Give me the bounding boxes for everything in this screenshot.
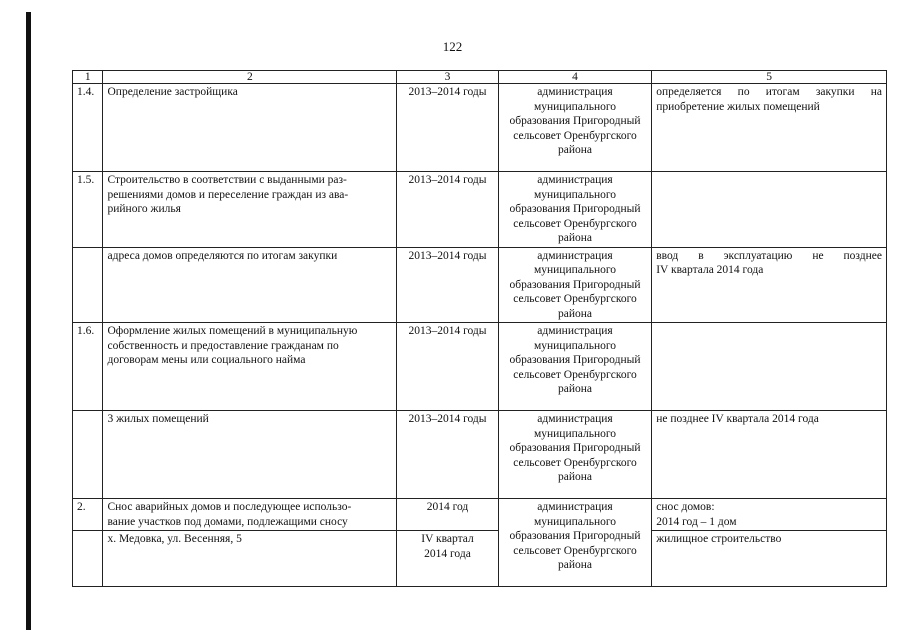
result-line: жилищное строительство (656, 533, 782, 545)
result-cell (652, 172, 887, 248)
org-line: администрация (537, 249, 613, 262)
row-number: 1.5. (73, 172, 103, 248)
period-line: 2014 года (424, 547, 471, 560)
result-line: IV квартала 2014 года (656, 264, 764, 276)
org-line: образования Пригородный (509, 354, 641, 366)
result-cell (652, 323, 887, 411)
task-line: вание участков под домами, подлежащими сносу (107, 515, 348, 528)
org-line: администрация (537, 413, 613, 425)
responsible-cell (498, 84, 651, 172)
table-row (73, 323, 887, 411)
header-cell: 5 (652, 71, 887, 84)
task-line: адреса домов определяются по итогам закупки (107, 249, 338, 262)
org-line: муниципального (533, 100, 617, 113)
result-line: 2014 год – 1 дом (656, 515, 737, 528)
result-cell (652, 247, 887, 323)
org-line: администрация (537, 501, 613, 513)
task-line: Определение застройщика (107, 86, 238, 98)
responsible-cell (498, 499, 651, 587)
responsible-cell (498, 247, 651, 323)
org-line: образования Пригородный (509, 115, 641, 127)
row-number (73, 247, 103, 323)
table-row (73, 499, 887, 531)
task-line: собственность и предоставление гражданам по (107, 339, 339, 352)
org-line: района (557, 232, 593, 244)
result-cell (652, 531, 887, 587)
period-cell: 2013–2014 годы (397, 323, 499, 411)
org-line: администрация (537, 174, 613, 186)
org-line: образования Пригородный (509, 278, 641, 291)
period-cell: 2014 год (397, 499, 499, 531)
task-line: х. Медовка, ул. Весенняя, 5 (107, 533, 242, 545)
task-line: договорам мены или социального найма (107, 354, 306, 366)
row-number (73, 411, 103, 499)
org-line: муниципального (533, 188, 617, 201)
result-line: снос домов: (656, 501, 715, 513)
task-cell (103, 247, 397, 323)
header-cell: 4 (498, 71, 651, 84)
responsible-cell (498, 411, 651, 499)
org-line: сельсовет Оренбургского (513, 544, 637, 557)
row-number: 2. (73, 499, 103, 531)
org-line: муниципального (533, 339, 617, 352)
task-cell (103, 531, 397, 587)
org-line: образования Пригородный (509, 442, 641, 454)
page-number: 122 (442, 39, 463, 54)
org-line: сельсовет Оренбургского (513, 368, 637, 381)
task-cell (103, 411, 397, 499)
org-line: сельсовет Оренбургского (513, 129, 637, 142)
org-line: района (557, 144, 593, 156)
task-line: рийного жилья (107, 203, 181, 215)
result-line: ввод в эксплуатацию не позднее (656, 249, 882, 262)
task-cell (103, 323, 397, 411)
org-line: сельсовет Оренбургского (513, 456, 637, 469)
org-line: сельсовет Оренбургского (513, 293, 637, 305)
result-line: приобретение жилых помещений (656, 100, 820, 113)
header-cell: 1 (73, 71, 103, 84)
task-cell (103, 172, 397, 248)
table-header-row (73, 71, 887, 84)
task-cell (103, 84, 397, 172)
responsible-cell (498, 323, 651, 411)
result-line: не позднее IV квартала 2014 года (656, 413, 819, 425)
table-row (73, 84, 887, 172)
task-line: Оформление жилых помещений в муниципальную (107, 325, 358, 337)
table-row (73, 247, 887, 323)
task-line: решениями домов и переселение граждан из ава- (107, 188, 349, 201)
row-number (73, 531, 103, 587)
period-cell: 2013–2014 годы (397, 411, 499, 499)
task-line: Снос аварийных домов и последующее использо- (107, 501, 352, 513)
task-line: 3 жилых помещений (107, 413, 209, 425)
header-cell: 2 (103, 71, 397, 84)
org-line: муниципального (533, 264, 617, 276)
period-cell: 2013–2014 годы (397, 172, 499, 248)
org-line: сельсовет Оренбургского (513, 217, 637, 230)
result-line: определяется по итогам закупки на (656, 86, 882, 98)
period-cell: 2013–2014 годы (397, 84, 499, 172)
period-cell: 2013–2014 годы (397, 247, 499, 323)
org-line: района (557, 471, 593, 483)
result-cell (652, 499, 887, 531)
org-line: администрация (537, 325, 613, 337)
row-number: 1.4. (73, 84, 103, 172)
result-cell (652, 84, 887, 172)
table-row (73, 531, 887, 587)
org-line: района (557, 307, 593, 320)
result-cell (652, 411, 887, 499)
responsible-cell (498, 172, 651, 248)
period-cell (397, 531, 499, 587)
period-line: IV квартал (421, 533, 474, 545)
activity-table (72, 70, 887, 587)
org-line: образования Пригородный (509, 530, 641, 542)
task-line: Строительство в соответствии с выданными раз- (107, 174, 347, 186)
org-line: администрация (537, 86, 613, 98)
org-line: района (557, 383, 593, 395)
table-row (73, 411, 887, 499)
org-line: образования Пригородный (509, 203, 641, 215)
table-row (73, 172, 887, 248)
binding-edge (26, 12, 31, 630)
org-line: района (557, 559, 593, 571)
org-line: муниципального (533, 515, 617, 528)
org-line: муниципального (533, 427, 617, 440)
row-number: 1.6. (73, 323, 103, 411)
task-cell (103, 499, 397, 531)
header-cell: 3 (397, 71, 499, 84)
